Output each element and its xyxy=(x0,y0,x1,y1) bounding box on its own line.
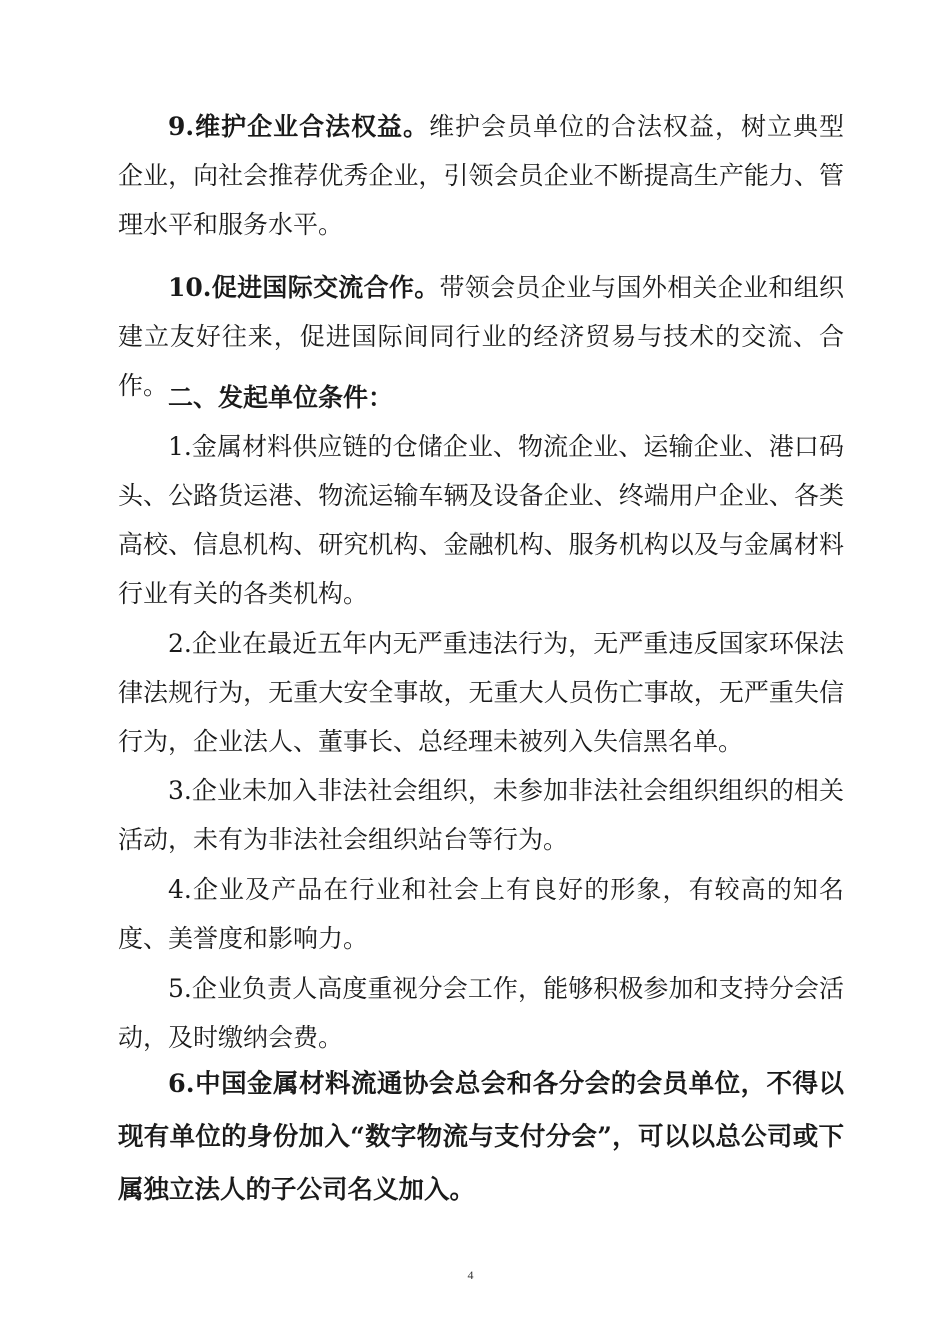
section-heading: 二、发起单位条件： xyxy=(168,383,394,412)
item-9-paragraph xyxy=(118,102,844,249)
item-10-text: 带领会员企业与国外相关企业和组织建立友好往来，促进国际间同行业的经济贸易与技术的交流、合作。 xyxy=(118,273,844,400)
condition-5: 5.企业负责人高度重视分会工作，能够积极参加和支持分会活动，及时缴纳会费。 xyxy=(118,974,844,1052)
item-9-lead: 9.维护企业合法权益。 xyxy=(168,112,430,141)
item-10-lead: 10.促进国际交流合作。 xyxy=(168,273,440,302)
page-number: 4 xyxy=(467,1268,474,1282)
condition-4: 4.企业及产品在行业和社会上有良好的形象，有较高的知名度、美誉度和影响力。 xyxy=(118,875,844,953)
item-9-text: 维护会员单位的合法权益，树立典型企业，向社会推荐优秀企业，引领会员企业不断提高生产能力、管理水平和服务水平。 xyxy=(118,112,844,239)
condition-6: 6.中国金属材料流通协会总会和各分会的会员单位，不得以现有单位的身份加入“数字物流与支付分会”，可以以总公司或下属独立法人的子公司名义加入。 xyxy=(118,1069,844,1205)
condition-2: 2.企业在最近五年内无严重违法行为，无严重违反国家环保法律法规行为，无重大安全事故，无重大人员伤亡事故，无严重失信行为，企业法人、董事长、总经理未被列入失信黑名单。 xyxy=(118,629,844,756)
condition-3: 3.企业未加入非法社会组织，未参加非法社会组织组织的相关活动，未有为非法社会组织站台等行为。 xyxy=(118,776,844,854)
condition-1: 1.金属材料供应链的仓储企业、物流企业、运输企业、港口码头、公路货运港、物流运输车辆及设备企业、终端用户企业、各类高校、信息机构、研究机构、金融机构、服务机构以及与金属材料行业有关的各类机构。 xyxy=(118,432,844,608)
